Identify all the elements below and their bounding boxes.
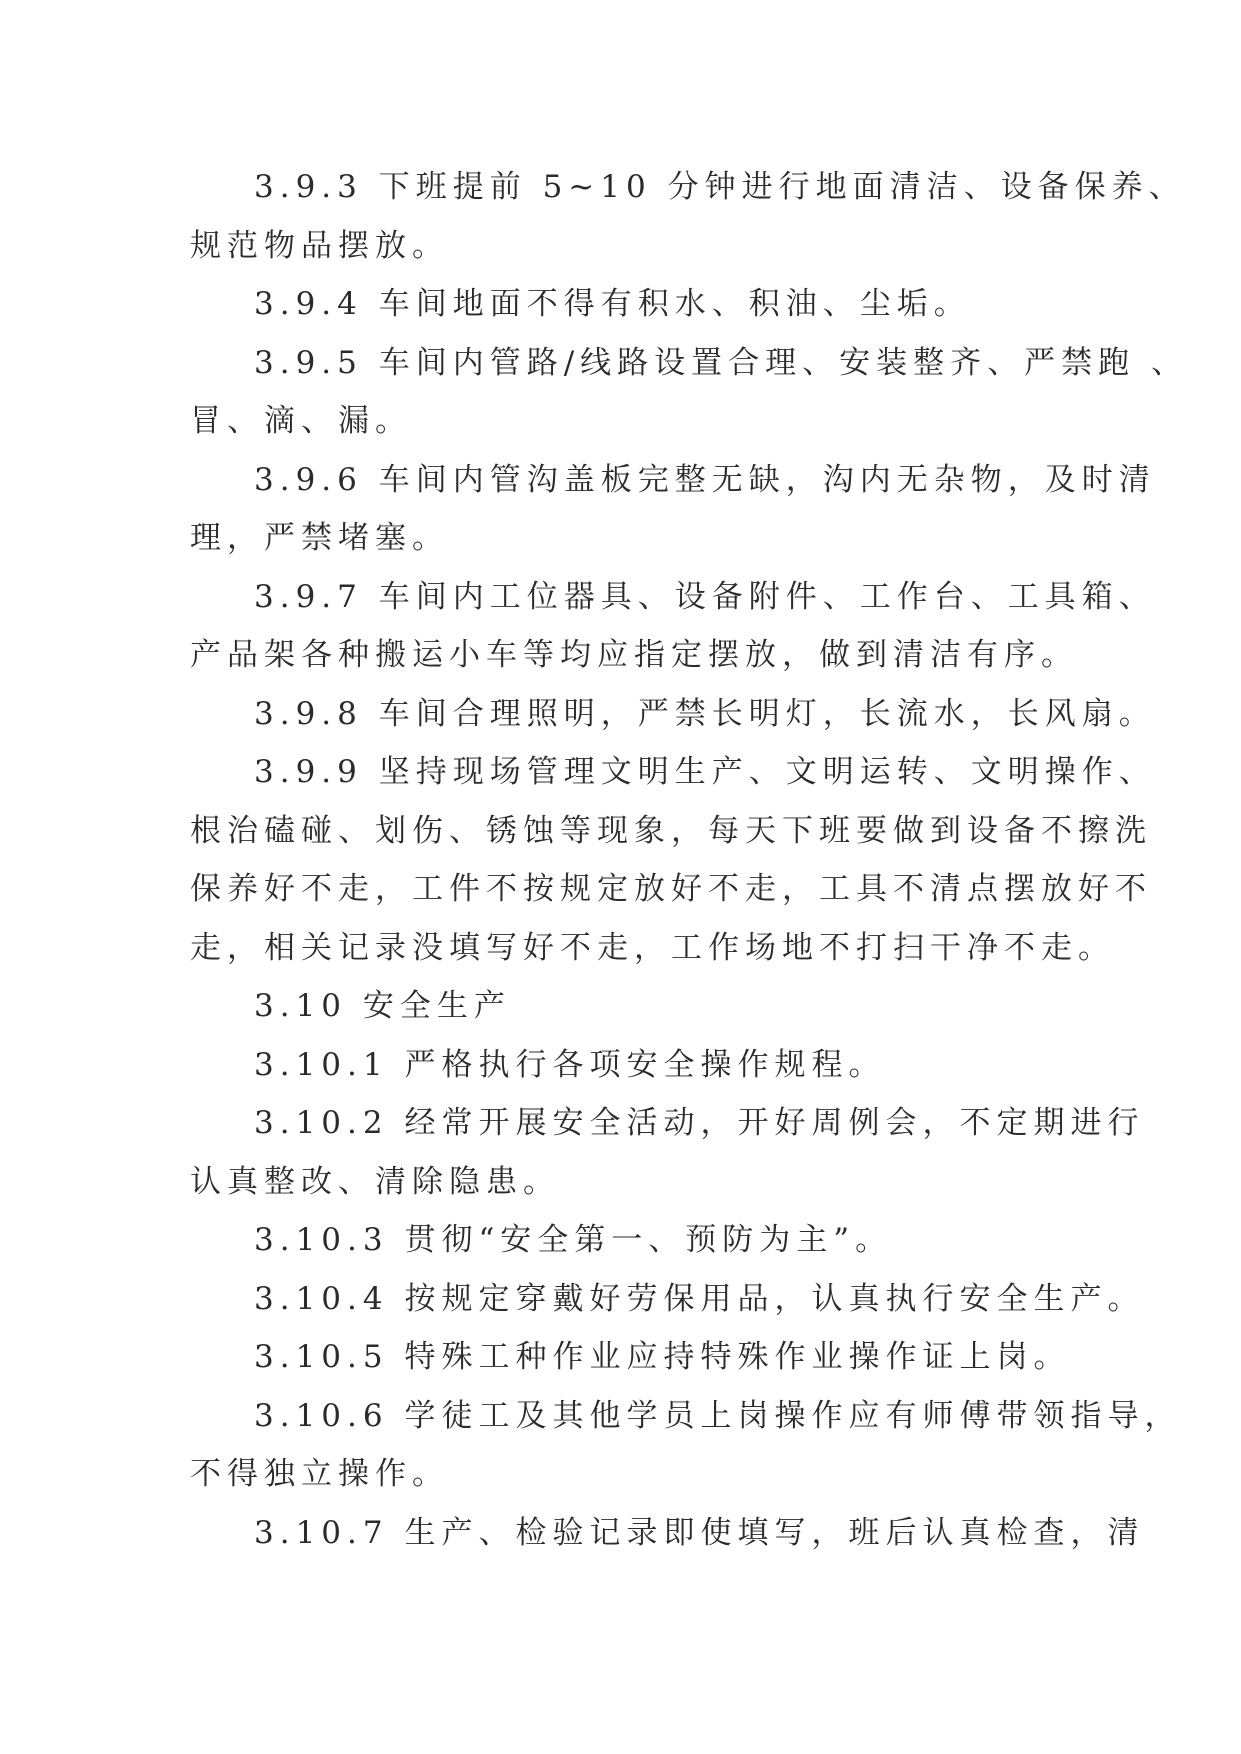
text-line: 不得独立操作。: [190, 1456, 449, 1492]
text-line: 3.9.7 车间内工位器具、设备附件、工作台、工具箱、: [254, 578, 1156, 615]
text-line: 保养好不走，工件不按规定放好不走，工具不清点摆放好不: [190, 871, 1152, 907]
text-line: 认真整改、清除隐患。: [190, 1163, 560, 1200]
text-line: 3.9.5 车间内管路/线路设置合理、安装整齐、严禁跑 、: [254, 344, 1189, 381]
text-line: 走，相关记录没填写好不走，工作场地不打扫干净不走。: [190, 929, 1115, 966]
text-line: 产品架各种搬运小车等均应指定摆放，做到清洁有序。: [190, 637, 1078, 673]
text-line: 3.9.6 车间内管沟盖板完整无缺，沟内无杂物，及时清: [254, 461, 1156, 498]
text-line: 3.9.9 坚持现场管理文明生产、文明运转、文明操作、: [254, 754, 1156, 790]
text-line: 3.10.7 生产、检验记录即使填写，班后认真检查，清: [254, 1514, 1145, 1551]
document-body: [190, 158, 1189, 1562]
text-line: 3.10.1 严格执行各项安全操作规程。: [254, 1046, 886, 1083]
text-line: 根治磕碰、划伤、锈蚀等现象，每天下班要做到设备不擦洗: [190, 812, 1152, 849]
text-line: 3.9.3 下班提前 5~10 分钟进行地面清洁、设备保养、: [254, 169, 1186, 205]
text-line: 3.9.8 车间合理照明，严禁长明灯，长流水，长风扇。: [254, 695, 1156, 732]
text-line: 3.9.4 车间地面不得有积水、积油、尘垢。: [254, 286, 971, 322]
text-line: 3.10.6 学徒工及其他学员上岗操作应有师傅带领指导，: [254, 1397, 1182, 1434]
section-heading: 3.10 安全生产: [254, 988, 511, 1024]
text-line: 理，严禁堵塞。: [190, 520, 449, 556]
text-line: 3.10.4 按规定穿戴好劳保用品，认真执行安全生产。: [254, 1280, 1145, 1317]
text-line: 冒、滴、漏。: [190, 403, 412, 439]
text-line: 规范物品摆放。: [190, 227, 449, 264]
text-line: 3.10.2 经常开展安全活动，开好周例会，不定期进行: [254, 1105, 1145, 1141]
text-line: 3.10.3 贯彻“安全第一、预防为主”。: [254, 1222, 893, 1258]
text-line: 3.10.5 特殊工种作业应持特殊作业操作证上岗。: [254, 1339, 1071, 1375]
